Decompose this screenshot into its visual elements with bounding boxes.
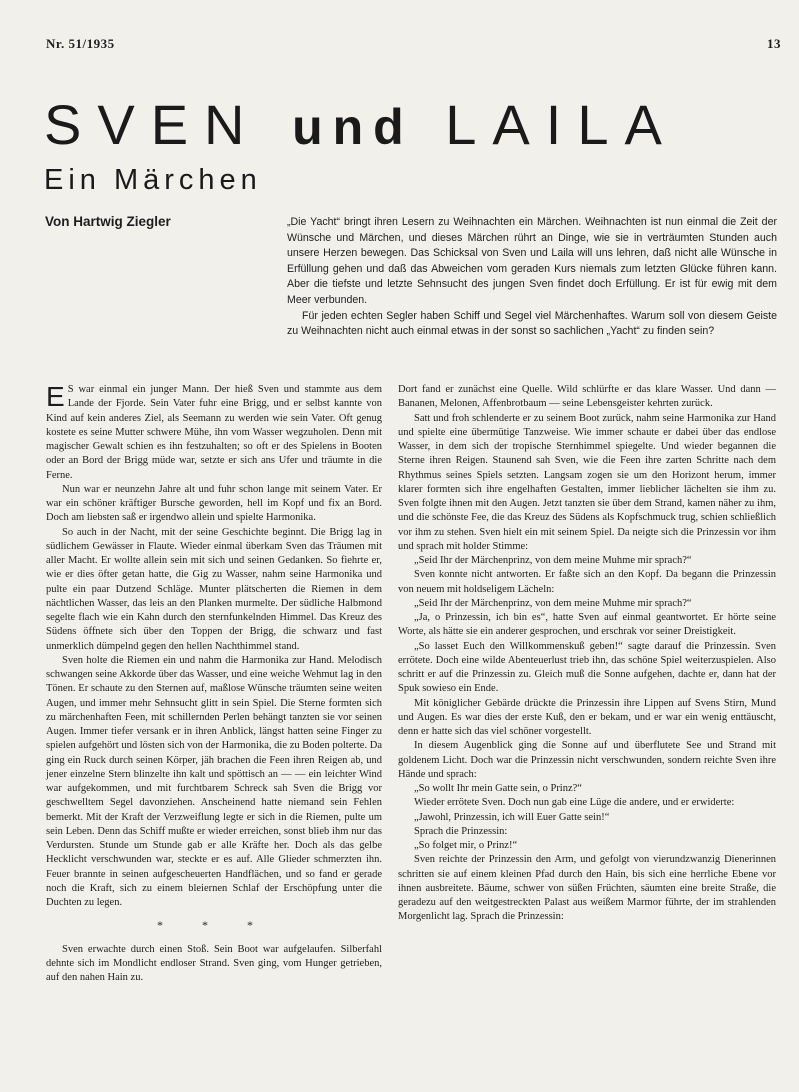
paragraph: Mit königlicher Gebärde drückte die Prinzessin ihre Lippen auf Svens Stirn, Mund und Augen. Es war dies der erste Kuß, den er bekam, und er war ein wenig enttäuscht, denn er hatte sich das viel schöner vorgestellt. <box>398 697 776 737</box>
intro-paragraph: Für jeden echten Segler haben Schiff und Segel viel Märchenhaftes. Warum soll von diesem Geiste zu Weihnachten nicht auch einmal etwas in der sonst so sachlichen „Yacht“ zu finden sein? <box>287 309 777 338</box>
paragraph: In diesem Augenblick ging die Sonne auf und überflutete See und Strand mit goldenem Licht. Doch war die Prinzessin nicht verschwunden, sondern reichte Sven ihre Hände und sprach: <box>398 740 776 780</box>
paragraph: Sven holte die Riemen ein und nahm die Harmonika zur Hand. Melodisch schwangen seine Akkorde über das Wasser, und eine weiche Wehmut lag in den Tönen. Er schaute zu den Sternen auf, maßlose Wünsche träumten seine weiten Augen, und immer mehr Sehnsucht glitt in sein Spiel. Die Sterne formten sich zu märchenhaften Feen, mit schillernden Perlen behängt tanzten sie vor seinen Augen. Immer tiefer versank er in ihren Anblick, längst hatten seine Finger zu spielen aufgehört und lösten sich von der Harmonika, die zu Boden polterte. Da ging ein Ruck durch seinen Körper, jäh brachen die Feen ihren Reigen ab, und jener einzelne Stern blinzelte ihn kalt und spöttisch an — — ein leichter Wind war aufgekommen, und mit furchtbarem Schreck sah Sven die Brigg vor geschwelltem Segel davonziehen. Anscheinend hatte niemand sein Fehlen bemerkt. Mit der Kraft der Verzweiflung legte er sich in die Riemen, pulte um sein Leben. Denn das Schiff mußte er wieder erreichen, sonst blieb ihm nur das Verdursten. Stunde um Stunde gab er alle Kräfte her. Doch als das gelbe Hecklicht verschwunden war, steckte er es auf. Alle Glieder schmerzten ihn. Feuer brannte in seinen aufgescheuerten Handflächen, und so fand er gerade noch die Kraft, sich zu einem bleiernen Schlaf der Erschöpfung unter die Duchten zu legen. <box>46 654 382 908</box>
paragraph: So auch in der Nacht, mit der seine Geschichte beginnt. Die Brigg lag in südlichem Gewässer in Flaute. Wieder einmal überkam Sven das Träumen mit aller Macht. Er wollte allein sein mit sich und seinen Gedanken. So fiehrte er, wie er dies öfter getan hatte, die Gig zu Wasser, nahm seine Harmonika und pulte ein paar Dutzend Schläge. Munter plätscherten die Riemen in dem nächtlichen Wasser, das leis an den Planken murmelte. Der südliche Halbmond segelte flach wie ein Kahn durch den sternfunkelnden Himmel. Das Kreuz des Südens öffnete sich über den Toppen der Brigg, die schwarz und fast unmerklich dümpelnd gegen den hellen Nachthimmel stand. <box>46 526 382 652</box>
issue-number: Nr. 51/1935 <box>46 36 115 51</box>
paragraph: Satt und froh schlenderte er zu seinem Boot zurück, nahm seine Harmonika zur Hand und spielte eine übermütige Tanzweise. Wie immer schaute er dabei über das endlose Wasser, in dem sich der tropische Sternhimmel spiegelte. Und wieder begannen die Sterne ihren Reigen. Staunend sah Sven, wie die Feen ihre zarten Schritte nach dem Rhythmus seines Spiels setzten. Langsam zogen sie um den Horizont herum, immer klarer formten sich ihre engelhaften Gestalten, immer lieblicher lächelten sie ihm zu. Sven folgte ihnen mit den Augen. Jetzt tanzten sie über dem Strand, kamen näher zu ihm, und die schönste Fee, die das Kreuz des Südens als Kopfschmuck trug, schien schließlich vor ihm zu stehen. Sven hielt ein mit seinem Spiel. Da neigte sich die Prinzessin vor ihm und sprach mit holder Stimme: <box>398 412 776 552</box>
article-subtitle: Ein Märchen <box>44 164 262 196</box>
left-column <box>46 383 382 985</box>
drop-cap: E <box>46 381 65 412</box>
paragraph: „Seid Ihr der Märchenprinz, von dem meine Muhme mir sprach?“ <box>414 555 692 566</box>
title-sven: SVEN <box>44 93 261 156</box>
paragraph: „So lasset Euch den Willkommenskuß geben!“ sagte darauf die Prinzessin. Sven errötete. Doch eine wilde Abenteuerlust trieb ihn, das schöne Spiel weiterzuspielen. Also schritt er auf die Prinzessin zu. Gleich muß die Sonne aufgehen, dachte er, dann hat der Spuk sowieso ein Ende. <box>398 640 776 695</box>
paragraph: „Jawohl, Prinzessin, ich will Euer Gatte sein!“ <box>414 811 610 823</box>
paragraph: Sven reichte der Prinzessin den Arm, und gefolgt von vierundzwanzig Dienerinnen schritten sie auf einem kleinen Pfad durch den Hain, bis sich eine herrliche Ebene vor ihnen ausbreitete. Bäume, schwer von süßen Früchten, säumten eine breite Straße, die geradezu auf den weitgestreckten Palast aus weißem Marmor führte, der im strahlenden Morgenlicht lag. Sprach die Prinzessin: <box>398 854 776 923</box>
paragraph: Sven erwachte durch einen Stoß. Sein Boot war aufgelaufen. Silberfahl dehnte sich im Mondlicht endloser Strand. Sven ging, vom Hunger getrieben, auf den nahen Hain zu. <box>46 943 382 983</box>
paragraph: Sven konnte nicht antworten. Er faßte sich an den Kopf. Da begann die Prinzessin von neuem mit holdseligem Lächeln: <box>398 569 776 595</box>
title-und: und <box>292 99 414 155</box>
paragraph <box>46 383 382 483</box>
intro-paragraph: „Die Yacht“ bringt ihren Lesern zu Weihnachten ein Märchen. Weihnachten ist nun einmal die Zeit der Wünsche und Märchen, und dieses Märchen rührt an Dinge, wie sie in verträumten Stunden auch unsere Herzen bewegen. Das Schicksal von Sven und Laila will uns lehren, daß nicht alle Wünsche in Erfüllung gehen und daß das Abweichen vom geraden Kurs niemals zum letzten Glücke führen kann. Aber die tiefste und letzte Sehnsucht des jungen Sven findet doch Erfüllung. Er ist für ewig mit dem Meer verbunden. <box>287 216 777 306</box>
paragraph: „Seid Ihr der Märchenprinz, von dem meine Muhme mir sprach?“ <box>414 597 692 609</box>
title-laila: LAILA <box>445 93 678 156</box>
paragraph: Nun war er neunzehn Jahre alt und fuhr schon lange mit seinem Vater. Er war ein schöner kräftiger Bursche geworden, hell im Kopf und fix an Bord. Doch am liebsten saß er irgendwo allein und spielte Harmonika. <box>46 483 382 524</box>
page-number: 13 <box>767 36 781 51</box>
right-column <box>398 383 776 925</box>
paragraph: „So wollt Ihr mein Gatte sein, o Prinz?“ <box>414 783 582 794</box>
paragraph: Dort fand er zunächst eine Quelle. Wild schlürfte er das klare Wasser. Und dann — Bananen, Melonen, Affenbrotbaum — seine Lebensgeister kehrten zurück. <box>398 384 776 410</box>
paragraph: Wieder errötete Sven. Doch nun gab eine Lüge die andere, und er erwiderte: <box>414 797 735 809</box>
paragraph: „So folget mir, o Prinz!“ <box>414 840 518 851</box>
section-divider: * * * <box>157 918 271 933</box>
paragraph-text: S war einmal ein junger Mann. Der hieß Sven und stammte aus dem Lande der Fjorde. Sein Vater fuhr eine Brigg, und er selbst kannte von Kind auf kein anderes Ziel, als Seemann zu werden wie sein Vater. Oft genug kostete es seine Mutter schwere Mühe, ihn vom Wasser wegzuholen. Denn mit magischer Gewalt schien es ihn festzuhalten; so oft er des Spielens in Booten oder an Bord der Brigg müde war, setzte er sich ans Ufer und träumte in die Ferne. <box>46 384 382 481</box>
article-title <box>44 93 784 159</box>
author-byline: Von Hartwig Ziegler <box>45 214 171 229</box>
intro-text <box>287 215 777 340</box>
paragraph: „Ja, o Prinzessin, ich bin es“, hatte Sven auf einmal geantwortet. Er hörte seine Worte, als hätte sie ein anderer gesprochen, und erschrak vor seiner Dreistigkeit. <box>398 612 776 638</box>
paragraph: Sprach die Prinzessin: <box>414 825 508 837</box>
